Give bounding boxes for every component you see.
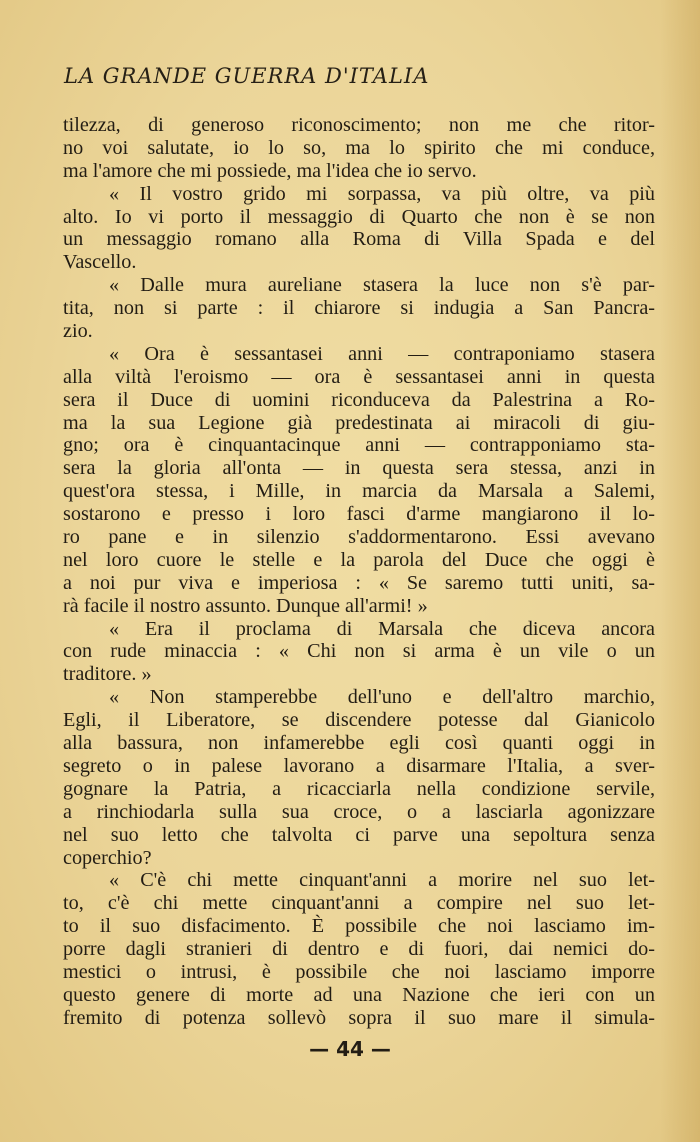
running-head: LA GRANDE GUERRA D'ITALIA bbox=[64, 64, 430, 88]
text-line: « Era il proclama di Marsala che diceva ancora bbox=[109, 617, 655, 640]
text-line: alla viltà l'eroismo — ora è sessantasei anni in questa bbox=[63, 365, 655, 388]
text-line: to, c'è chi mette cinquant'anni a compire nel suo let- bbox=[63, 892, 655, 915]
text-line: Egli, il Liberatore, se discendere potesse dal Gianicolo bbox=[63, 709, 655, 732]
text-line: mestici o intrusi, è possibile che noi lasciamo imporre bbox=[63, 960, 655, 983]
text-line: nel loro cuore le stelle e la parola del Duce che oggi è bbox=[63, 548, 655, 571]
text-line: sostarono e presso i loro fasci d'arme mangiarono il lo- bbox=[63, 503, 655, 526]
text-line: « Ora è sessantasei anni — contraponiamo stasera bbox=[109, 342, 655, 365]
text-line: gno; ora è cinquantacinque anni — contrapponiamo sta- bbox=[63, 434, 655, 457]
text-line: traditore. » bbox=[63, 663, 152, 686]
text-line: « Il vostro grido mi sorpassa, va più oltre, va più bbox=[109, 182, 655, 205]
text-line: Vascello. bbox=[63, 251, 137, 274]
text-line: sera la gloria all'onta — in questa sera stessa, anzi in bbox=[63, 457, 655, 480]
text-line: « Non stamperebbe dell'uno e dell'altro marchio, bbox=[109, 686, 655, 709]
text-line: ma la sua Legione già predestinata ai miracoli di giu- bbox=[63, 411, 655, 434]
text-line: nel suo letto che talvolta ci parve una sepoltura senza bbox=[63, 823, 655, 846]
text-line: a noi pur viva e imperiosa : « Se saremo tutti uniti, sa- bbox=[63, 571, 655, 594]
page-number: — 44 — bbox=[309, 1037, 391, 1061]
text-line: zio. bbox=[63, 320, 93, 343]
body-text bbox=[63, 114, 655, 1030]
text-line: porre dagli stranieri di dentro e di fuori, dai nemici do- bbox=[63, 938, 655, 961]
text-line: sera il Duce di uomini riconduceva da Palestrina a Ro- bbox=[63, 388, 655, 411]
text-line: « C'è chi mette cinquant'anni a morire nel suo let- bbox=[109, 869, 655, 892]
text-line: gognare la Patria, a ricacciarla nella condizione servile, bbox=[63, 777, 655, 800]
text-line: un messaggio romano alla Roma di Villa Spada e del bbox=[63, 228, 655, 251]
text-line: ma l'amore che mi possiede, ma l'idea che io servo. bbox=[63, 159, 477, 182]
page-edge-shadow bbox=[660, 0, 700, 1142]
text-line: segreto o in palese lavorano a disarmare l'Italia, a sver- bbox=[63, 754, 655, 777]
text-line: ro pane e in silenzio s'addormentarono. Essi avevano bbox=[63, 526, 655, 549]
text-line: to il suo disfacimento. È possibile che noi lasciamo im- bbox=[63, 915, 655, 938]
text-line: tilezza, di generoso riconoscimento; non me che ritor- bbox=[63, 114, 655, 136]
text-line: alto. Io vi porto il messaggio di Quarto che non è se non bbox=[63, 205, 655, 228]
text-line: fremito di potenza sollevò sopra il suo mare il simula- bbox=[63, 1006, 655, 1029]
text-line: no voi salutate, io lo so, ma lo spirito che mi conduce, bbox=[63, 136, 655, 159]
text-line: rà facile il nostro assunto. Dunque all'armi! » bbox=[63, 594, 428, 617]
text-line: quest'ora stessa, i Mille, in marcia da Marsala a Salemi, bbox=[63, 480, 655, 503]
text-line: a rinchiodarla sulla sua croce, o a lasciarla agonizzare bbox=[63, 800, 655, 823]
text-line: coperchio? bbox=[63, 846, 152, 869]
text-line: tita, non si parte : il chiarore si indugia a San Pancra- bbox=[63, 297, 655, 320]
text-line: « Dalle mura aureliane stasera la luce non s'è par- bbox=[109, 274, 655, 297]
text-line: questo genere di morte ad una Nazione che ieri con un bbox=[63, 983, 655, 1006]
text-line: con rude minaccia : « Chi non si arma è un vile o un bbox=[63, 640, 655, 663]
text-line: alla bassura, non infamerebbe egli così quanti oggi in bbox=[63, 732, 655, 755]
